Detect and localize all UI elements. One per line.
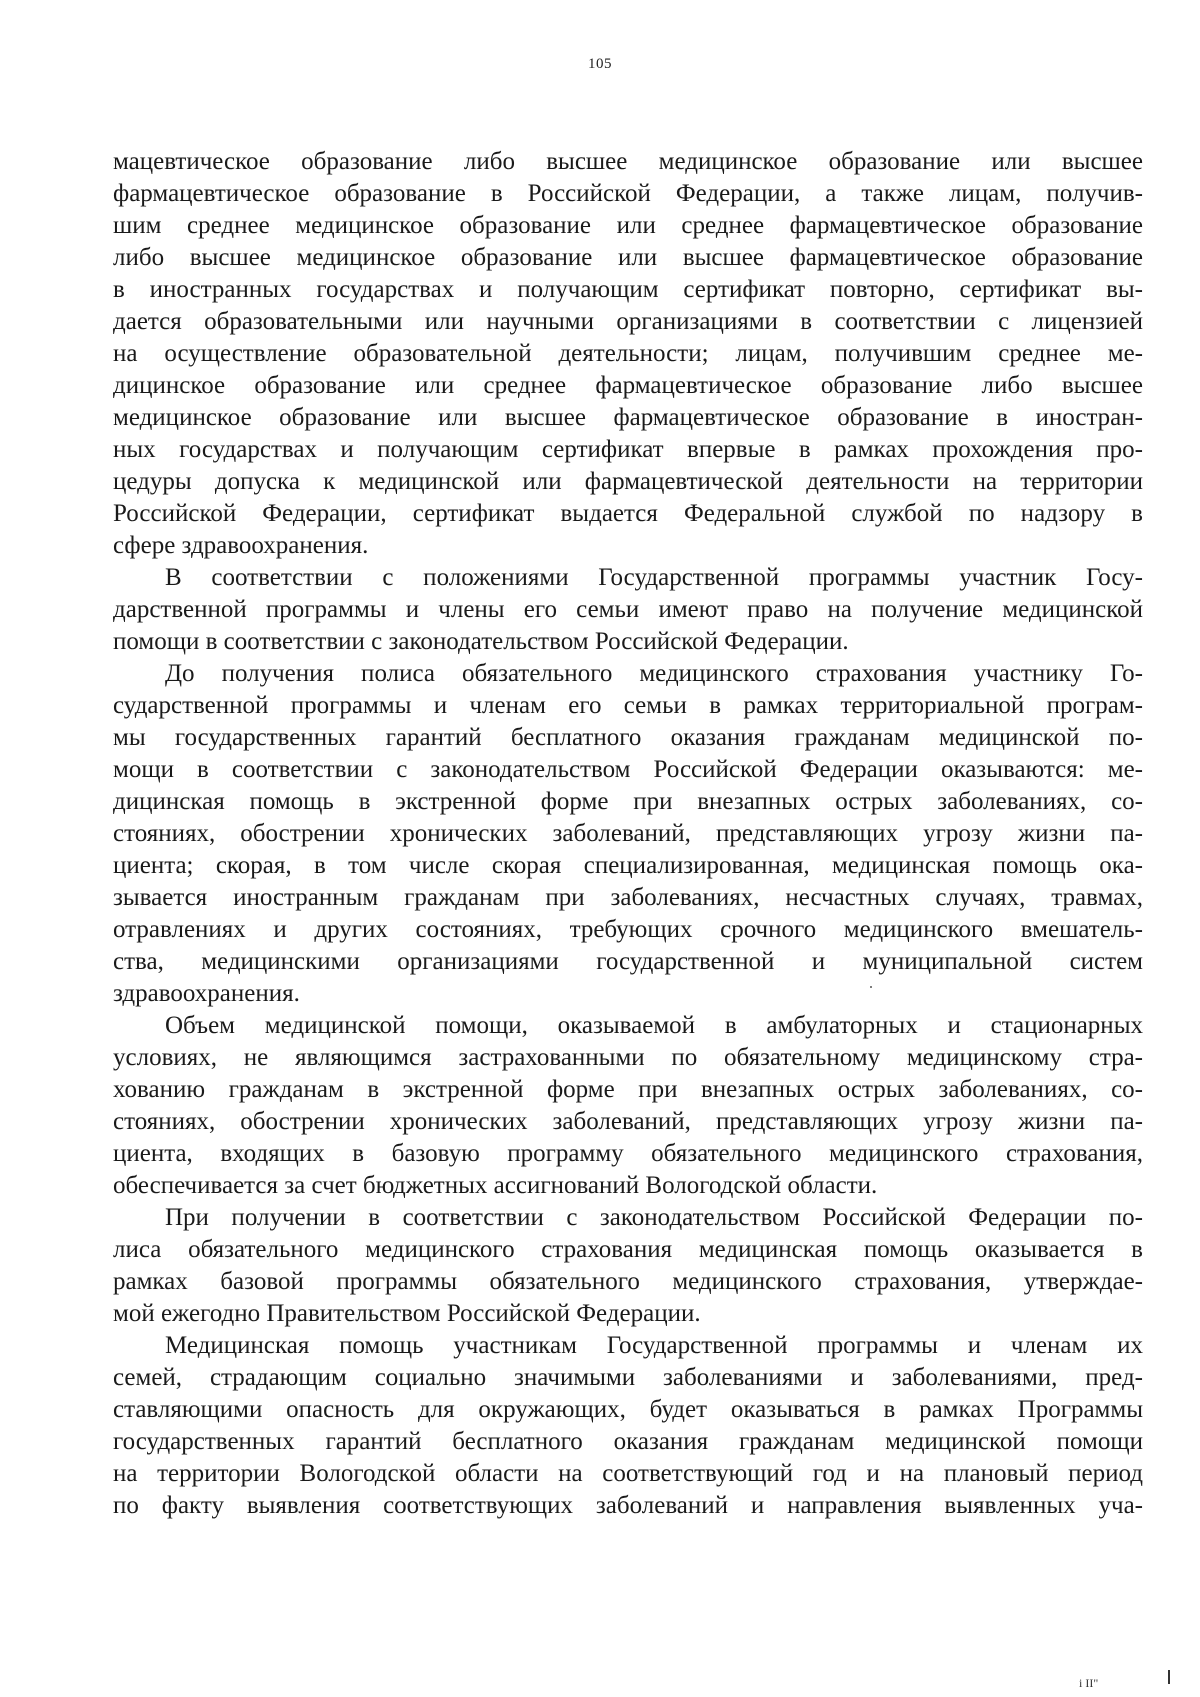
text-line: шим среднее медицинское образование или среднее фармацевтическое образование xyxy=(113,212,1143,239)
text-line: стояниях, обострении хронических заболеваний, представляющих угрозу жизни па- xyxy=(113,820,1143,847)
text-line: До получения полиса обязательного медицинского страхования участнику Го- xyxy=(165,660,1143,687)
text-line: на территории Вологодской области на соответствующий год и на плановый период xyxy=(113,1460,1143,1487)
text-line: семей, страдающим социально значимыми заболеваниями и заболеваниями, пред- xyxy=(113,1364,1143,1391)
text-line: зывается иностранным гражданам при заболеваниях, несчастных случаях, травмах, xyxy=(113,884,1143,911)
text-line: государственных гарантий бесплатного оказания гражданам медицинской помощи xyxy=(113,1428,1143,1455)
text-line: ства, медицинскими организациями государственной и муниципальной систем xyxy=(113,948,1143,975)
paragraph xyxy=(113,658,1143,1010)
text-line: дарственной программы и члены его семьи имеют право на получение медицинской xyxy=(113,596,1143,623)
text-line: на осуществление образовательной деятельности; лицам, получившим среднее ме- xyxy=(113,340,1143,367)
scan-speck xyxy=(870,986,872,988)
text-line: медицинское образование или высшее фармацевтическое образование в иностран- xyxy=(113,404,1143,431)
text-line: лиса обязательного медицинского страхования медицинская помощь оказывается в xyxy=(113,1236,1143,1263)
text-line: фармацевтическое образование в Российской Федерации, а также лицам, получив- xyxy=(113,180,1143,207)
text-line: мацевтическое образование либо высшее медицинское образование или высшее xyxy=(113,148,1143,175)
text-line: мы государственных гарантий бесплатного оказания гражданам медицинской по- xyxy=(113,724,1143,751)
text-line: рамках базовой программы обязательного медицинского страхования, утверждае- xyxy=(113,1268,1143,1295)
text-line: либо высшее медицинское образование или высшее фармацевтическое образование xyxy=(113,244,1143,271)
paragraph-continuation xyxy=(113,146,1143,562)
text-line: обеспечивается за счет бюджетных ассигнований Вологодской области. xyxy=(113,1172,878,1199)
text-line: стояниях, обострении хронических заболеваний, представляющих угрозу жизни па- xyxy=(113,1108,1143,1135)
text-line: циента, входящих в базовую программу обязательного медицинского страхования, xyxy=(113,1140,1143,1167)
paragraph xyxy=(113,1010,1143,1202)
text-line: дицинское образование или среднее фармацевтическое образование либо высшее xyxy=(113,372,1143,399)
text-line: мой ежегодно Правительством Российской Федерации. xyxy=(113,1300,701,1327)
paragraph xyxy=(113,562,1143,658)
text-line: здравоохранения. xyxy=(113,980,300,1007)
text-line: помощи в соответствии с законодательством Российской Федерации. xyxy=(113,628,849,655)
text-line: Объем медицинской помощи, оказываемой в амбулаторных и стационарных xyxy=(165,1012,1143,1039)
text-line: дицинская помощь в экстренной форме при внезапных острых заболеваниях, со- xyxy=(113,788,1143,815)
paragraph xyxy=(113,1330,1143,1522)
text-line: хованию гражданам в экстренной форме при внезапных острых заболеваниях, со- xyxy=(113,1076,1143,1103)
text-line: В соответствии с положениями Государственной программы участник Госу- xyxy=(165,564,1143,591)
text-line: сударственной программы и членам его семьи в рамках территориальной програм- xyxy=(113,692,1143,719)
text-line: ных государствах и получающим сертификат впервые в рамках прохождения про- xyxy=(113,436,1143,463)
document-body xyxy=(113,146,1143,1522)
text-line: сфере здравоохранения. xyxy=(113,532,369,559)
text-line: При получении в соответствии с законодательством Российской Федерации по- xyxy=(165,1204,1143,1231)
text-line: Российской Федерации, сертификат выдается Федеральной службой по надзору в xyxy=(113,500,1143,527)
text-line: дается образовательными или научными организациями в соответствии с лицензией xyxy=(113,308,1143,335)
text-line: мощи в соответствии с законодательством Российской Федерации оказываются: ме- xyxy=(113,756,1143,783)
text-line: циента; скорая, в том числе скорая специализированная, медицинская помощь ока- xyxy=(113,852,1143,879)
text-line: ставляющими опасность для окружающих, будет оказываться в рамках Программы xyxy=(113,1396,1143,1423)
text-line: отравлениях и других состояниях, требующих срочного медицинского вмешатель- xyxy=(113,916,1143,943)
text-line: в иностранных государствах и получающим сертификат повторно, сертификат вы- xyxy=(113,276,1143,303)
paragraph xyxy=(113,1202,1143,1330)
text-line: условиях, не являющимся застрахованными по обязательному медицинскому стра- xyxy=(113,1044,1143,1071)
text-line: цедуры допуска к медицинской или фармацевтической деятельности на территории xyxy=(113,468,1143,495)
text-line: по факту выявления соответствующих заболеваний и направления выявленных уча- xyxy=(113,1492,1143,1519)
scan-mark-line xyxy=(1168,1670,1170,1684)
text-line: Медицинская помощь участникам Государственной программы и членам их xyxy=(165,1332,1143,1359)
scan-mark-text: i II" xyxy=(1079,1676,1099,1690)
page-number: 105 xyxy=(588,56,612,72)
